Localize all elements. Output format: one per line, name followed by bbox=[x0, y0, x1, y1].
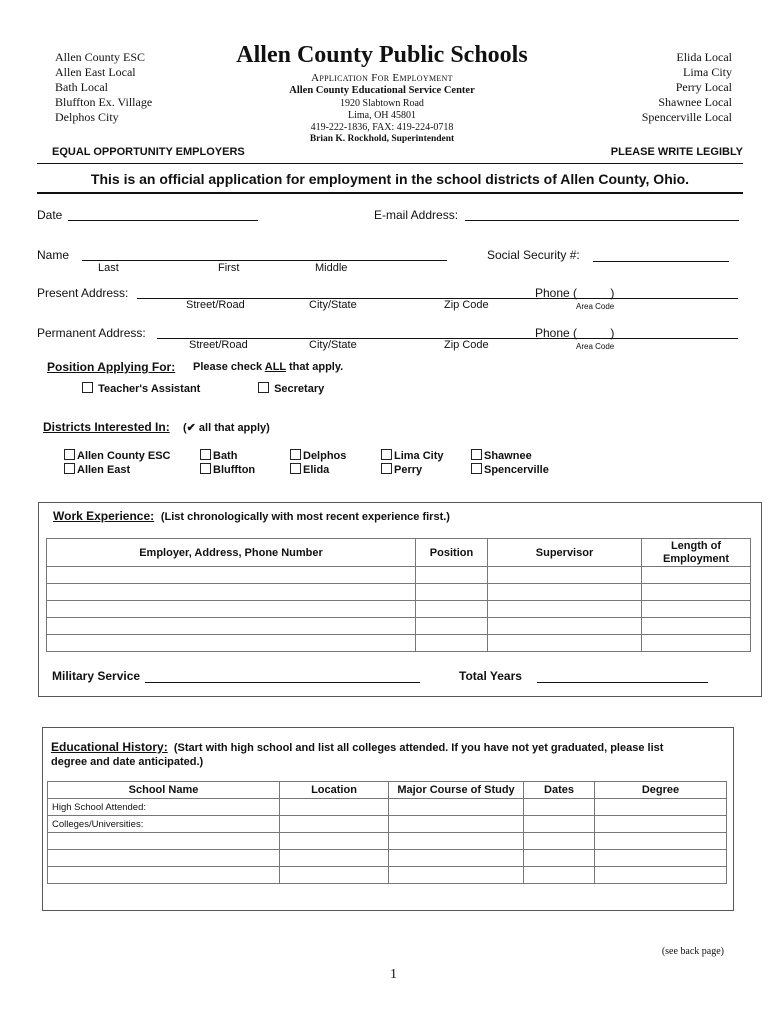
left-district: Allen East Local bbox=[55, 65, 136, 79]
checkbox[interactable] bbox=[471, 463, 482, 474]
table-cell[interactable] bbox=[524, 816, 595, 833]
center-address-2: Lima, OH 45801 bbox=[347, 110, 417, 121]
header-center bbox=[200, 40, 564, 144]
table-cell[interactable] bbox=[488, 567, 642, 584]
column-header: Supervisor bbox=[488, 539, 642, 567]
table-cell[interactable] bbox=[416, 601, 488, 618]
table-cell[interactable] bbox=[524, 867, 595, 884]
left-district: Bluffton Ex. Village bbox=[55, 95, 153, 109]
districts-instruction: (✔ all that apply) bbox=[183, 422, 270, 434]
permanent-city-caption: City/State bbox=[309, 339, 357, 351]
table-cell[interactable] bbox=[389, 799, 524, 816]
checkbox[interactable] bbox=[64, 463, 75, 474]
table-cell[interactable] bbox=[524, 833, 595, 850]
work-experience-label: Work Experience: bbox=[53, 509, 155, 523]
permanent-address-label: Permanent Address: bbox=[37, 326, 146, 340]
right-district: Spencerville Local bbox=[641, 110, 732, 124]
district-option-allen-county-esc[interactable] bbox=[64, 449, 171, 463]
district-option-label: Shawnee bbox=[484, 450, 532, 462]
district-option-label: Bluffton bbox=[213, 464, 256, 476]
district-option-spencerville[interactable] bbox=[471, 463, 549, 477]
table-cell[interactable] bbox=[47, 601, 416, 618]
table-row bbox=[48, 833, 727, 850]
left-district: Allen County ESC bbox=[55, 50, 146, 64]
official-notice: This is an official application for employment in the school districts of Allen County, Ohio. bbox=[90, 171, 690, 187]
districts-column-1 bbox=[64, 449, 171, 477]
educational-history-instruction-2: degree and date anticipated.) bbox=[51, 756, 204, 768]
table-row bbox=[48, 816, 727, 833]
districts-column-3 bbox=[290, 449, 346, 477]
present-phone-label: Phone ( ) bbox=[535, 286, 615, 300]
ssn-label: Social Security #: bbox=[487, 248, 580, 262]
present-street-caption: Street/Road bbox=[186, 299, 245, 311]
table-cell[interactable] bbox=[47, 618, 416, 635]
position-instruction-pre: Please check bbox=[193, 361, 265, 373]
email-field[interactable] bbox=[465, 220, 739, 221]
table-cell[interactable] bbox=[416, 584, 488, 601]
table-row bbox=[47, 601, 751, 618]
district-option-label: Perry bbox=[394, 464, 423, 476]
districts-column-4 bbox=[381, 449, 444, 477]
name-label: Name bbox=[37, 248, 70, 262]
table-cell[interactable] bbox=[642, 601, 751, 618]
educational-history-table bbox=[47, 781, 727, 884]
page-number: 1 bbox=[390, 967, 397, 982]
date-label: Date bbox=[37, 208, 63, 222]
last-name-caption: Last bbox=[98, 262, 119, 274]
educational-history-instruction-1: (Start with high school and list all colleges attended. If you have not yet graduated, please list bbox=[173, 742, 664, 754]
district-option-shawnee[interactable] bbox=[471, 449, 549, 463]
present-address-label: Present Address: bbox=[37, 286, 129, 300]
total-years-field[interactable] bbox=[537, 682, 708, 683]
permanent-zip-caption: Zip Code bbox=[444, 339, 489, 351]
table-cell[interactable] bbox=[48, 833, 280, 850]
table-cell[interactable] bbox=[47, 635, 416, 652]
left-district: Bath Local bbox=[55, 80, 108, 94]
first-name-caption: First bbox=[218, 262, 240, 274]
table-cell[interactable] bbox=[416, 618, 488, 635]
educational-history-label: Educational History: bbox=[51, 740, 168, 754]
checkbox[interactable] bbox=[64, 449, 75, 460]
present-city-caption: City/State bbox=[309, 299, 357, 311]
table-cell[interactable] bbox=[642, 635, 751, 652]
districts-column-5 bbox=[471, 449, 549, 477]
column-header: Dates bbox=[524, 782, 595, 799]
position-option-label: Secretary bbox=[274, 383, 325, 395]
column-header: Location bbox=[280, 782, 389, 799]
left-district: Delphos City bbox=[55, 110, 119, 124]
right-district: Lima City bbox=[683, 65, 732, 79]
table-row bbox=[48, 799, 727, 816]
column-header: Position bbox=[416, 539, 488, 567]
checkbox[interactable] bbox=[471, 449, 482, 460]
permanent-phone-label: Phone ( ) bbox=[535, 326, 615, 340]
table-row bbox=[47, 618, 751, 635]
district-option-label: Bath bbox=[213, 450, 238, 462]
district-option-label: Elida bbox=[303, 464, 330, 476]
table-cell[interactable] bbox=[595, 816, 727, 833]
column-header: Length of Employment bbox=[642, 539, 751, 567]
district-option-bluffton[interactable] bbox=[200, 463, 255, 477]
position-instruction-post: that apply. bbox=[285, 361, 344, 373]
row-label-high-school: High School Attended: bbox=[48, 799, 280, 816]
checkbox[interactable] bbox=[290, 463, 301, 474]
column-header: School Name bbox=[48, 782, 280, 799]
present-zip-caption: Zip Code bbox=[444, 299, 489, 311]
districts-label: Districts Interested In: bbox=[43, 420, 170, 434]
table-cell[interactable] bbox=[47, 567, 416, 584]
military-service-label: Military Service bbox=[52, 669, 141, 683]
table-cell[interactable] bbox=[280, 799, 389, 816]
table-header-row bbox=[48, 782, 727, 799]
name-field[interactable] bbox=[82, 260, 447, 261]
table-cell[interactable] bbox=[595, 850, 727, 867]
table-cell[interactable] bbox=[280, 850, 389, 867]
checkbox[interactable] bbox=[381, 449, 392, 460]
permanent-phone-field[interactable] bbox=[535, 338, 738, 339]
table-row bbox=[47, 567, 751, 584]
table-cell[interactable] bbox=[416, 635, 488, 652]
work-experience-heading bbox=[53, 509, 450, 523]
header-rule-top bbox=[37, 163, 743, 164]
equal-opportunity-label: EQUAL OPPORTUNITY EMPLOYERS bbox=[52, 146, 245, 158]
table-cell[interactable] bbox=[488, 584, 642, 601]
table-cell[interactable] bbox=[642, 618, 751, 635]
district-option-elida[interactable] bbox=[290, 463, 346, 477]
table-cell[interactable] bbox=[280, 816, 389, 833]
table-cell[interactable] bbox=[595, 867, 727, 884]
table-cell[interactable] bbox=[488, 601, 642, 618]
email-label: E-mail Address: bbox=[374, 208, 459, 222]
present-phone-field[interactable] bbox=[535, 298, 738, 299]
page-title: Allen County Public Schools bbox=[236, 42, 528, 68]
table-cell[interactable] bbox=[389, 816, 524, 833]
work-experience-instruction: (List chronologically with most recent experience first.) bbox=[160, 511, 450, 523]
district-option-label: Allen County ESC bbox=[77, 450, 171, 462]
permanent-area-code-caption: Area Code bbox=[576, 342, 615, 351]
table-cell[interactable] bbox=[48, 867, 280, 884]
position-option-teachers-assistant[interactable] bbox=[82, 382, 200, 395]
district-option-label: Allen East bbox=[77, 464, 131, 476]
districts-column-2 bbox=[200, 449, 255, 477]
table-cell[interactable] bbox=[389, 850, 524, 867]
district-option-perry[interactable] bbox=[381, 463, 444, 477]
right-district: Perry Local bbox=[675, 80, 732, 94]
table-cell[interactable] bbox=[47, 584, 416, 601]
educational-history-heading bbox=[51, 740, 727, 769]
superintendent: Brian K. Rockhold, Superintendent bbox=[309, 134, 455, 144]
position-instruction bbox=[193, 361, 343, 373]
district-option-label: Spencerville bbox=[484, 464, 549, 476]
table-cell[interactable] bbox=[280, 867, 389, 884]
table-cell[interactable] bbox=[280, 833, 389, 850]
permanent-street-caption: Street/Road bbox=[189, 339, 248, 351]
district-option-label: Lima City bbox=[394, 450, 444, 462]
present-area-code-caption: Area Code bbox=[576, 302, 615, 311]
table-header-row bbox=[47, 539, 751, 567]
table-row bbox=[48, 867, 727, 884]
checkbox[interactable] bbox=[82, 382, 93, 393]
position-option-label: Teacher's Assistant bbox=[98, 383, 201, 395]
right-district: Elida Local bbox=[676, 50, 732, 64]
table-cell[interactable] bbox=[595, 799, 727, 816]
table-cell[interactable] bbox=[642, 567, 751, 584]
middle-name-caption: Middle bbox=[315, 262, 348, 274]
table-cell[interactable] bbox=[389, 867, 524, 884]
district-option-label: Delphos bbox=[303, 450, 347, 462]
table-cell[interactable] bbox=[524, 850, 595, 867]
table-row bbox=[47, 584, 751, 601]
table-cell[interactable] bbox=[416, 567, 488, 584]
table-cell[interactable] bbox=[48, 850, 280, 867]
district-option-bath[interactable] bbox=[200, 449, 255, 463]
district-option-delphos[interactable] bbox=[290, 449, 346, 463]
center-address-1: 1920 Slabtown Road bbox=[340, 98, 424, 109]
work-experience-table bbox=[46, 538, 751, 652]
table-cell[interactable] bbox=[524, 799, 595, 816]
table-cell[interactable] bbox=[488, 635, 642, 652]
military-service-field[interactable] bbox=[145, 682, 420, 683]
left-district-list bbox=[55, 50, 152, 125]
see-back-page-note: (see back page) bbox=[661, 946, 724, 957]
district-option-allen-east[interactable] bbox=[64, 463, 171, 477]
position-instruction-all: ALL bbox=[264, 361, 286, 373]
table-row bbox=[48, 850, 727, 867]
checkbox[interactable] bbox=[381, 463, 392, 474]
checkbox[interactable] bbox=[200, 449, 211, 460]
table-cell[interactable] bbox=[595, 833, 727, 850]
table-cell[interactable] bbox=[389, 833, 524, 850]
column-header: Employer, Address, Phone Number bbox=[47, 539, 416, 567]
header-rule-bottom bbox=[37, 192, 743, 194]
checkbox[interactable] bbox=[200, 463, 211, 474]
center-name: Allen County Educational Service Center bbox=[289, 85, 475, 96]
position-option-secretary[interactable] bbox=[258, 382, 324, 395]
right-district-list bbox=[642, 50, 732, 125]
total-years-label: Total Years bbox=[459, 669, 522, 683]
position-label: Position Applying For: bbox=[47, 360, 176, 374]
write-legibly-label: PLEASE WRITE LEGIBLY bbox=[610, 146, 743, 158]
column-header: Degree bbox=[595, 782, 727, 799]
date-field[interactable] bbox=[68, 220, 258, 221]
district-option-lima-city[interactable] bbox=[381, 449, 444, 463]
table-cell[interactable] bbox=[642, 584, 751, 601]
application-subtitle: Application For Employment bbox=[311, 72, 453, 84]
center-phone-fax: 419-222-1836, FAX: 419-224-0718 bbox=[310, 122, 454, 133]
ssn-field[interactable] bbox=[593, 261, 729, 262]
row-label-colleges: Colleges/Universities: bbox=[48, 816, 280, 833]
column-header: Major Course of Study bbox=[389, 782, 524, 799]
table-row bbox=[47, 635, 751, 652]
right-district: Shawnee Local bbox=[658, 95, 732, 109]
checkbox[interactable] bbox=[258, 382, 269, 393]
checkbox[interactable] bbox=[290, 449, 301, 460]
table-cell[interactable] bbox=[488, 618, 642, 635]
